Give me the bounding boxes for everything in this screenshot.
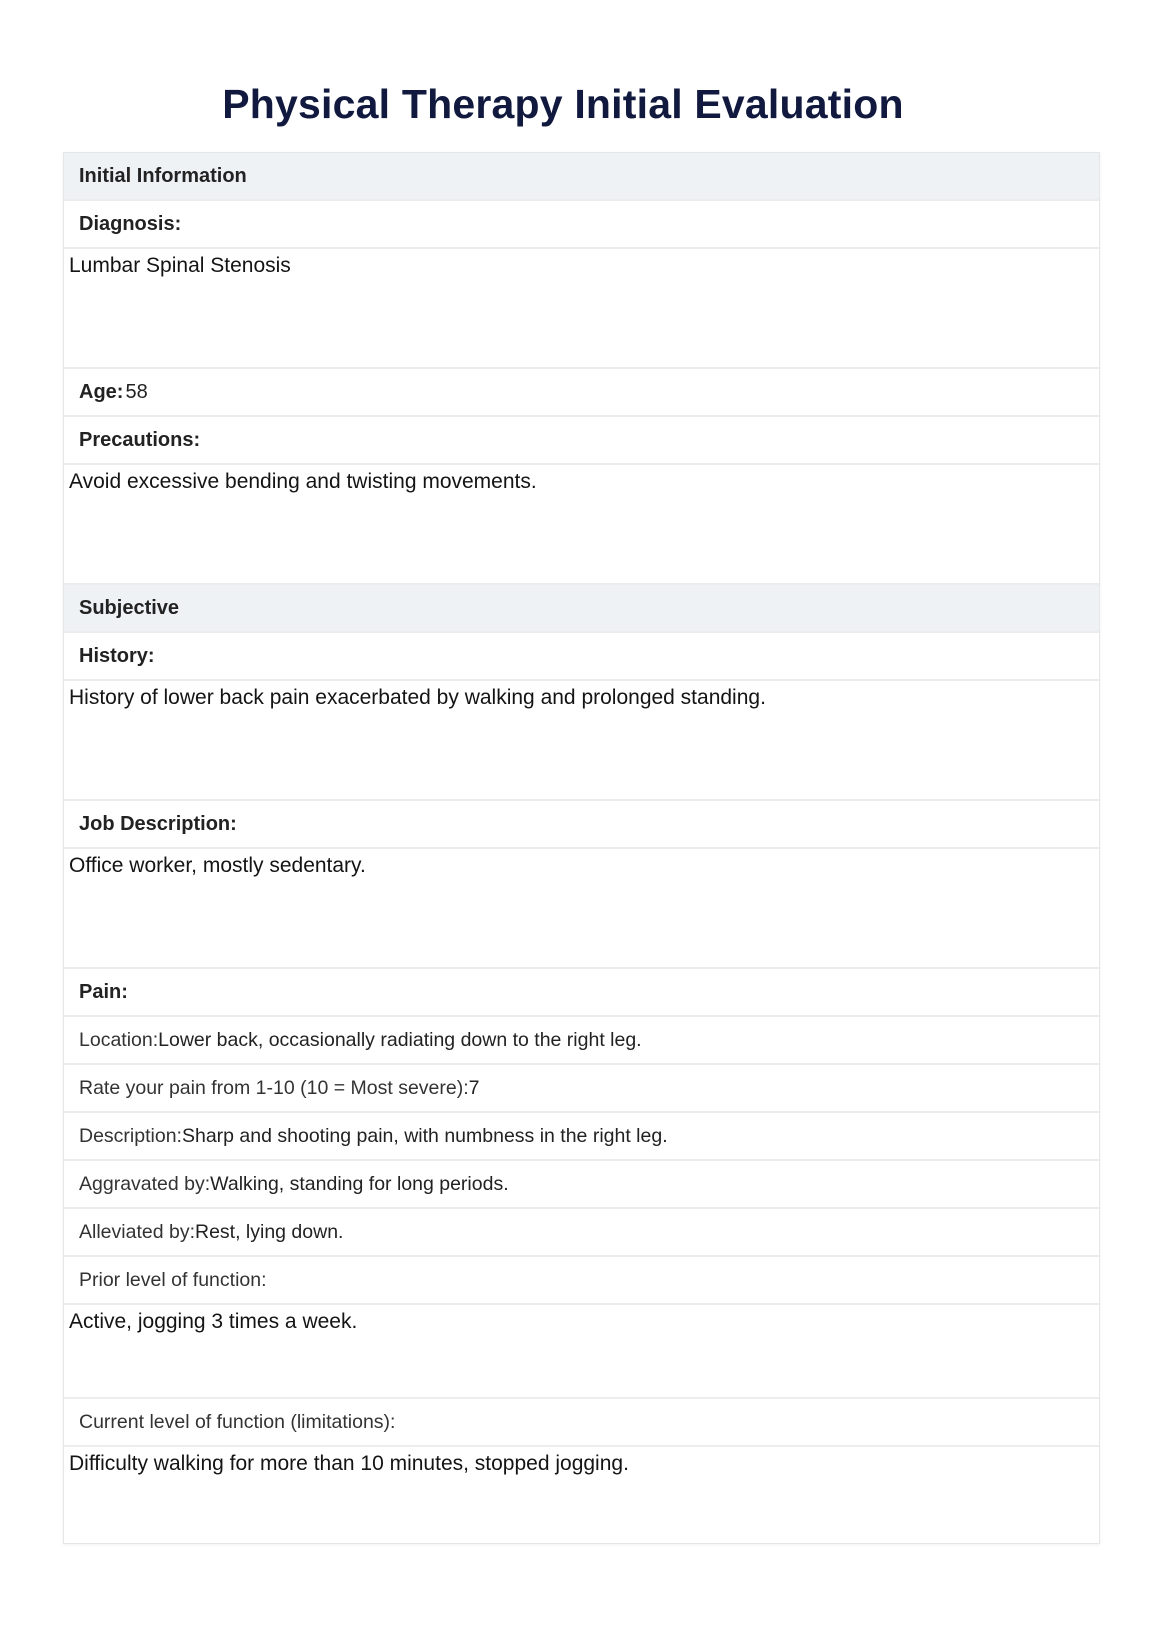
diagnosis-field[interactable] [64, 249, 1099, 369]
pain-aggravated-by-row [64, 1161, 1099, 1209]
section-header-subjective [64, 585, 1099, 633]
pain-description-label: Description: [79, 1124, 182, 1147]
aggravated-by-label: Aggravated by: [79, 1172, 211, 1195]
pain-rating-row [64, 1065, 1099, 1113]
history-label-row [64, 633, 1099, 681]
job-description-label-row [64, 801, 1099, 849]
job-description-value: Office worker, mostly sedentary. [69, 854, 366, 877]
age-label: Age: [79, 380, 124, 403]
pain-location-label: Location: [79, 1028, 159, 1051]
section-header-initial-information [64, 153, 1099, 201]
current-level-of-function-label-row [64, 1399, 1099, 1447]
pain-label: Pain: [79, 980, 128, 1003]
prior-level-of-function-field[interactable] [64, 1305, 1099, 1399]
pain-location-value[interactable]: Lower back, occasionally radiating down to the right leg. [158, 1028, 642, 1051]
current-level-of-function-value: Difficulty walking for more than 10 minutes, stopped jogging. [69, 1452, 629, 1475]
page-title: Physical Therapy Initial Evaluation [222, 81, 904, 128]
alleviated-by-label: Alleviated by: [79, 1220, 195, 1243]
prior-level-of-function-label: Prior level of function: [79, 1268, 267, 1291]
pain-description-value[interactable]: Sharp and shooting pain, with numbness in the right leg. [181, 1124, 668, 1147]
pain-description-row [64, 1113, 1099, 1161]
diagnosis-label: Diagnosis: [79, 212, 182, 235]
job-description-label: Job Description: [79, 812, 237, 835]
current-level-of-function-field[interactable] [64, 1447, 1099, 1543]
pain-rating-value[interactable]: 7 [468, 1076, 480, 1099]
precautions-field[interactable] [64, 465, 1099, 585]
alleviated-by-value[interactable]: Rest, lying down. [194, 1220, 344, 1243]
age-row [64, 369, 1099, 417]
precautions-label-row [64, 417, 1099, 465]
job-description-field[interactable] [64, 849, 1099, 969]
history-field[interactable] [64, 681, 1099, 801]
history-value: History of lower back pain exacerbated by walking and prolonged standing. [69, 686, 766, 709]
aggravated-by-value[interactable]: Walking, standing for long periods. [210, 1172, 509, 1195]
age-value[interactable]: 58 [125, 380, 148, 403]
prior-level-of-function-value: Active, jogging 3 times a week. [69, 1310, 358, 1333]
diagnosis-label-row [64, 201, 1099, 249]
diagnosis-value: Lumbar Spinal Stenosis [69, 254, 291, 277]
prior-level-of-function-label-row [64, 1257, 1099, 1305]
history-label: History: [79, 644, 155, 667]
evaluation-form [63, 152, 1100, 1544]
pain-label-row [64, 969, 1099, 1017]
pain-alleviated-by-row [64, 1209, 1099, 1257]
precautions-value: Avoid excessive bending and twisting movements. [69, 470, 537, 493]
pain-location-row [64, 1017, 1099, 1065]
current-level-of-function-label: Current level of function (limitations): [79, 1410, 396, 1433]
section-title: Initial Information [79, 164, 247, 187]
pain-rating-label: Rate your pain from 1-10 (10 = Most severe): [79, 1076, 469, 1099]
section-title: Subjective [79, 596, 180, 619]
precautions-label: Precautions: [79, 428, 201, 451]
